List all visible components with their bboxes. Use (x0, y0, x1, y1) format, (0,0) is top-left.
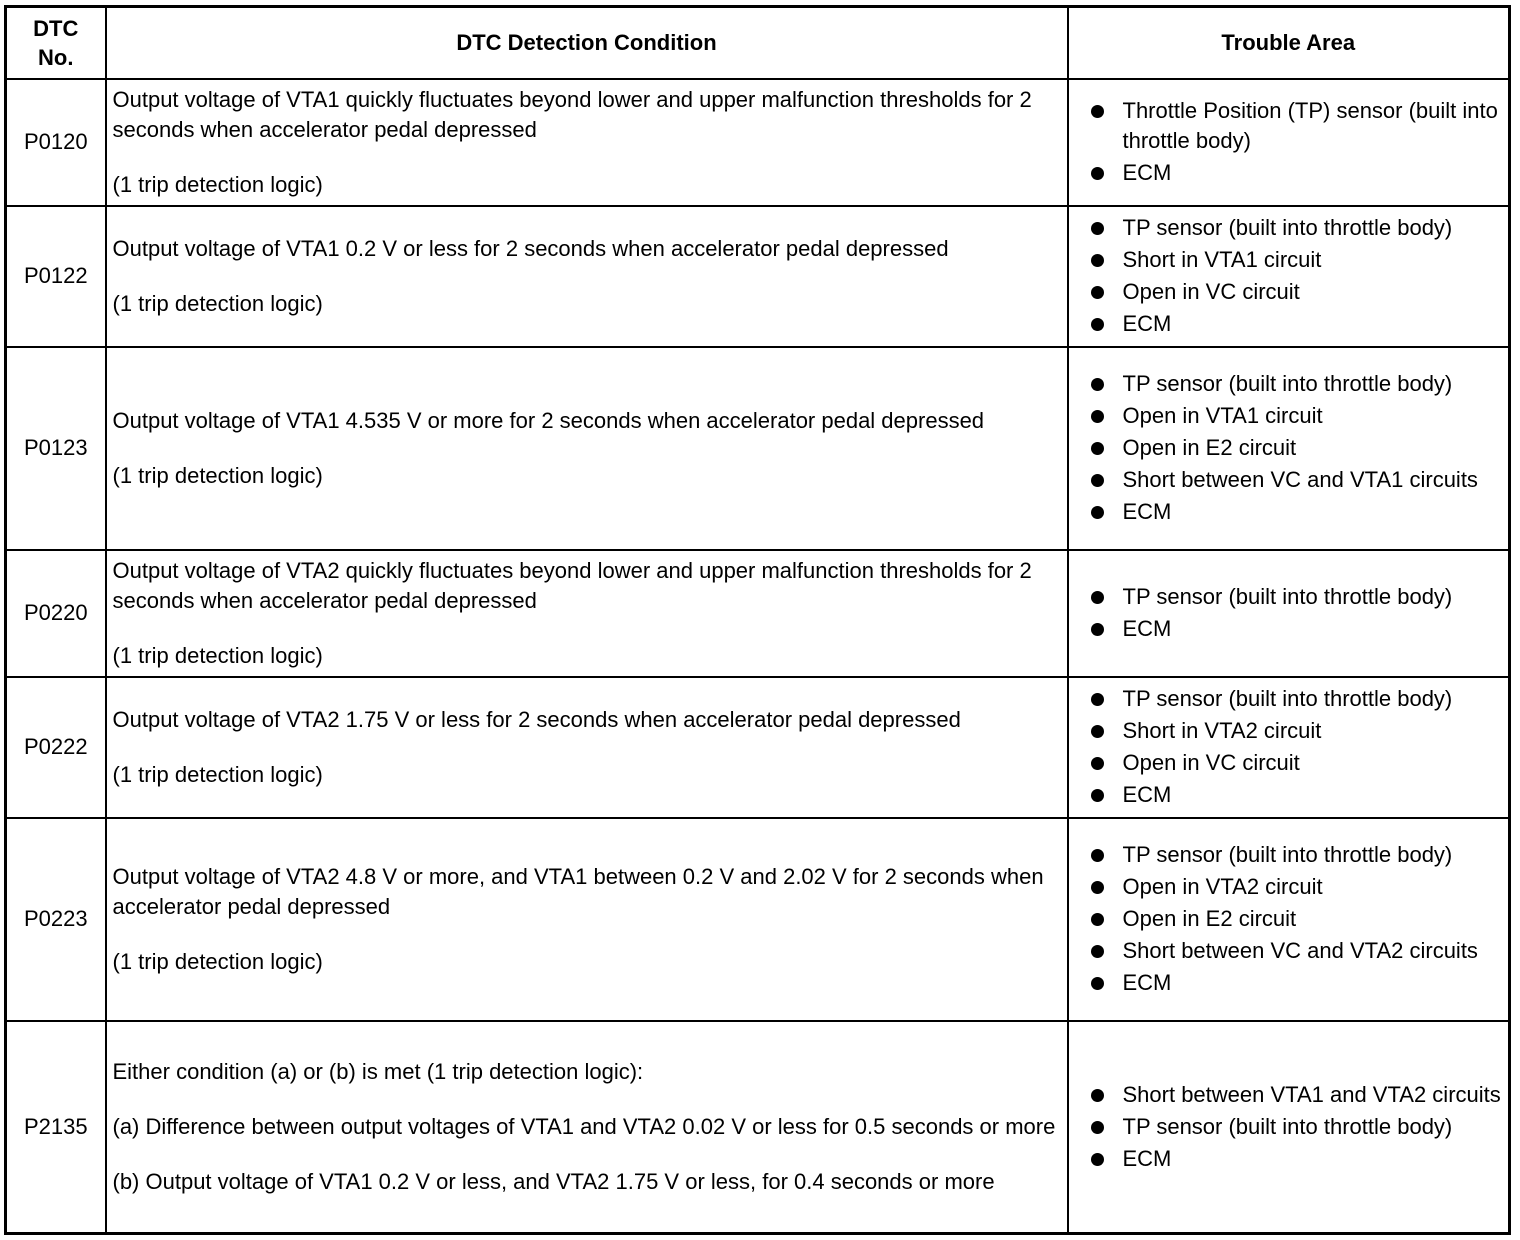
trouble-area-item: ECM (1123, 1144, 1505, 1174)
condition-paragraph: (1 trip detection logic) (112, 948, 323, 974)
trouble-area-item: Short in VTA1 circuit (1123, 245, 1505, 275)
condition-paragraph: Output voltage of VTA2 4.8 V or more, and VTA1 between 0.2 V and 2.02 V for 2 seconds when accelerator pedal depressed (112, 863, 1044, 919)
detection-condition (106, 347, 1068, 550)
trouble-area-item: Short in VTA2 circuit (1123, 716, 1505, 746)
header-trouble-area: Trouble Area (1068, 7, 1510, 79)
trouble-area-list (1069, 1080, 1509, 1174)
condition-paragraph: (b) Output voltage of VTA1 0.2 V or less, and VTA2 1.75 V or less, for 0.4 seconds or more (112, 1168, 995, 1194)
dtc-code: P0122 (6, 206, 106, 347)
condition-paragraph: Output voltage of VTA1 quickly fluctuates beyond lower and upper malfunction thresholds for 2 seconds when accelerator pedal depressed (112, 86, 1032, 142)
trouble-area-item: Open in VC circuit (1123, 277, 1505, 307)
table-row (6, 818, 1510, 1021)
condition-paragraph: (1 trip detection logic) (112, 290, 323, 316)
trouble-area-item: Open in E2 circuit (1123, 904, 1505, 934)
detection-condition (106, 79, 1068, 206)
detection-condition (106, 677, 1068, 818)
dtc-code: P0223 (6, 818, 106, 1021)
trouble-area-item: ECM (1123, 497, 1505, 527)
trouble-area-item: Open in VC circuit (1123, 748, 1505, 778)
dtc-table (4, 5, 1511, 1235)
trouble-area (1068, 347, 1510, 550)
table-row (6, 347, 1510, 550)
condition-paragraph: (1 trip detection logic) (112, 462, 323, 488)
trouble-area-list (1069, 582, 1509, 644)
trouble-area (1068, 79, 1510, 206)
condition-paragraph: Output voltage of VTA2 1.75 V or less for 2 seconds when accelerator pedal depressed (112, 706, 961, 732)
trouble-area-item: ECM (1123, 614, 1505, 644)
trouble-area-item: Open in E2 circuit (1123, 433, 1505, 463)
dtc-code: P0222 (6, 677, 106, 818)
trouble-area-item: Short between VC and VTA1 circuits (1123, 465, 1505, 495)
trouble-area-item: TP sensor (built into throttle body) (1123, 213, 1505, 243)
trouble-area-item: Open in VTA1 circuit (1123, 401, 1505, 431)
trouble-area-item: Short between VTA1 and VTA2 circuits (1123, 1080, 1505, 1110)
dtc-code: P0123 (6, 347, 106, 550)
header-dtc-no: DTC No. (6, 7, 106, 79)
trouble-area-item: ECM (1123, 309, 1505, 339)
trouble-area-item: TP sensor (built into throttle body) (1123, 369, 1505, 399)
trouble-area-item: ECM (1123, 780, 1505, 810)
dtc-code: P0120 (6, 79, 106, 206)
table-row (6, 550, 1510, 677)
condition-paragraph: (1 trip detection logic) (112, 171, 323, 197)
table-row (6, 79, 1510, 206)
trouble-area (1068, 550, 1510, 677)
trouble-area-item: TP sensor (built into throttle body) (1123, 1112, 1505, 1142)
condition-paragraph: (1 trip detection logic) (112, 761, 323, 787)
trouble-area (1068, 818, 1510, 1021)
trouble-area-list (1069, 840, 1509, 998)
dtc-code: P2135 (6, 1021, 106, 1234)
trouble-area-list (1069, 369, 1509, 527)
condition-paragraph: Output voltage of VTA1 0.2 V or less for 2 seconds when accelerator pedal depressed (112, 235, 949, 261)
trouble-area-item: ECM (1123, 158, 1505, 188)
dtc-code: P0220 (6, 550, 106, 677)
header-condition: DTC Detection Condition (106, 7, 1068, 79)
trouble-area-item: ECM (1123, 968, 1505, 998)
trouble-area-item: TP sensor (built into throttle body) (1123, 582, 1505, 612)
table-row (6, 1021, 1510, 1234)
condition-paragraph: Output voltage of VTA2 quickly fluctuates beyond lower and upper malfunction thresholds for 2 seconds when accelerator pedal depressed (112, 557, 1032, 613)
condition-paragraph: (1 trip detection logic) (112, 642, 323, 668)
table-header-row (6, 7, 1510, 79)
trouble-area-item: Short between VC and VTA2 circuits (1123, 936, 1505, 966)
trouble-area-item: TP sensor (built into throttle body) (1123, 840, 1505, 870)
table-row (6, 206, 1510, 347)
detection-condition (106, 1021, 1068, 1234)
trouble-area-list (1069, 684, 1509, 810)
condition-paragraph: Output voltage of VTA1 4.535 V or more for 2 seconds when accelerator pedal depressed (112, 407, 985, 433)
trouble-area-item: TP sensor (built into throttle body) (1123, 684, 1505, 714)
condition-paragraph: Either condition (a) or (b) is met (1 trip detection logic): (112, 1058, 644, 1084)
condition-paragraph: (a) Difference between output voltages of VTA1 and VTA2 0.02 V or less for 0.5 seconds or more (112, 1113, 1056, 1139)
trouble-area-item: Throttle Position (TP) sensor (built into throttle body) (1123, 96, 1505, 156)
trouble-area (1068, 1021, 1510, 1234)
table-body (6, 79, 1510, 1234)
trouble-area-item: Open in VTA2 circuit (1123, 872, 1505, 902)
trouble-area-list (1069, 213, 1509, 339)
trouble-area-list (1069, 96, 1509, 188)
detection-condition (106, 550, 1068, 677)
detection-condition (106, 206, 1068, 347)
trouble-area (1068, 677, 1510, 818)
trouble-area (1068, 206, 1510, 347)
table-row (6, 677, 1510, 818)
detection-condition (106, 818, 1068, 1021)
